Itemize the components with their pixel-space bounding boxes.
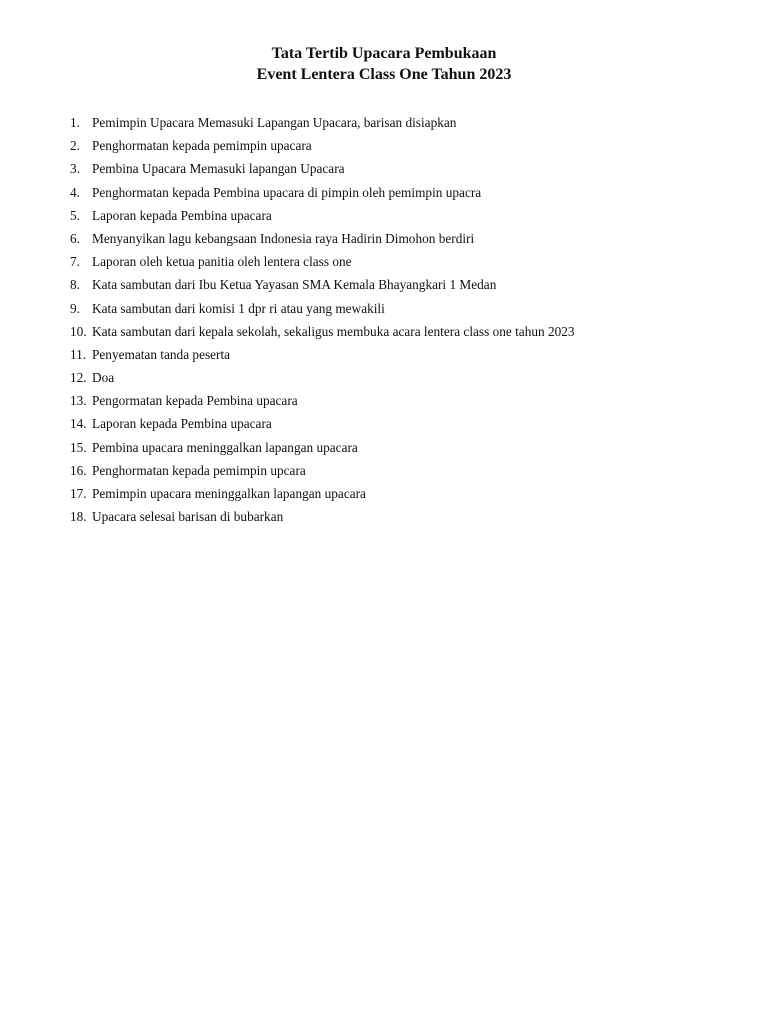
- item-text: Laporan kepada Pembina upacara: [92, 207, 272, 223]
- list-item: [0, 484, 768, 507]
- list-item: [0, 414, 768, 437]
- list-item: [0, 136, 768, 159]
- list-item: [0, 252, 768, 275]
- item-text: Pembina Upacara Memasuki lapangan Upacara: [92, 161, 345, 177]
- item-number: 2.: [70, 138, 80, 154]
- item-number: 18.: [70, 509, 87, 525]
- item-text: Upacara selesai barisan di bubarkan: [92, 509, 284, 525]
- list-item: [0, 507, 768, 530]
- item-text: Doa: [92, 370, 115, 386]
- item-number: 1.: [70, 115, 80, 130]
- item-text: Penyematan tanda peserta: [92, 346, 231, 362]
- list-item: [0, 159, 768, 182]
- list-item: [0, 438, 768, 461]
- list-item: [0, 183, 768, 206]
- list-item: [0, 391, 768, 414]
- item-number: 9.: [70, 300, 80, 316]
- item-number: 7.: [70, 254, 80, 270]
- item-text: Penghormatan kepada pemimpin upacara: [92, 138, 312, 154]
- item-number: 17.: [70, 486, 87, 501]
- list-item: [0, 322, 768, 345]
- title-line-2: Event Lentera Class One Tahun 2023: [256, 66, 512, 83]
- item-text: Pemimpin Upacara Memasuki Lapangan Upacara, barisan disiapkan: [92, 115, 457, 130]
- item-text: Pengormatan kepada Pembina upacara: [92, 393, 298, 409]
- item-text: Pembina upacara meninggalkan lapangan upacara: [92, 439, 358, 455]
- agenda-list: [0, 113, 768, 530]
- list-item: [0, 345, 768, 368]
- list-item: [0, 229, 768, 252]
- list-item: [0, 113, 768, 136]
- item-number: 4.: [70, 184, 80, 200]
- item-text: Laporan kepada Pembina upacara: [92, 416, 272, 432]
- item-text: Kata sambutan dari kepala sekolah, sekaligus membuka acara lentera class one tahun 2023: [92, 323, 575, 339]
- list-item: [0, 206, 768, 229]
- item-text: Kata sambutan dari Ibu Ketua Yayasan SMA Kemala Bhayangkari 1 Medan: [92, 277, 497, 293]
- item-text: Penghormatan kepada pemimpin upcara: [92, 462, 306, 478]
- item-number: 14.: [70, 416, 87, 432]
- title-line-1: Tata Tertib Upacara Pembukaan: [271, 45, 497, 62]
- item-text: Menyanyikan lagu kebangsaan Indonesia raya Hadirin Dimohon berdiri: [92, 230, 475, 246]
- list-item: [0, 299, 768, 322]
- item-number: 12.: [70, 370, 87, 386]
- list-item: [0, 275, 768, 298]
- list-item: [0, 368, 768, 391]
- document-title: [0, 43, 768, 85]
- list-item: [0, 461, 768, 484]
- item-number: 13.: [70, 393, 87, 409]
- item-number: 16.: [70, 462, 87, 478]
- item-number: 8.: [70, 277, 80, 293]
- item-text: Penghormatan kepada Pembina upacara di pimpin oleh pemimpin upacra: [92, 184, 482, 200]
- item-text: Laporan oleh ketua panitia oleh lentera class one: [92, 254, 352, 270]
- item-number: 6.: [70, 230, 80, 246]
- item-number: 10.: [70, 323, 87, 339]
- item-text: Pemimpin upacara meninggalkan lapangan upacara: [92, 486, 366, 501]
- item-number: 15.: [70, 439, 87, 455]
- item-number: 5.: [70, 207, 80, 223]
- item-number: 3.: [70, 161, 80, 177]
- item-text: Kata sambutan dari komisi 1 dpr ri atau yang mewakili: [92, 300, 385, 316]
- item-number: 11.: [70, 346, 87, 362]
